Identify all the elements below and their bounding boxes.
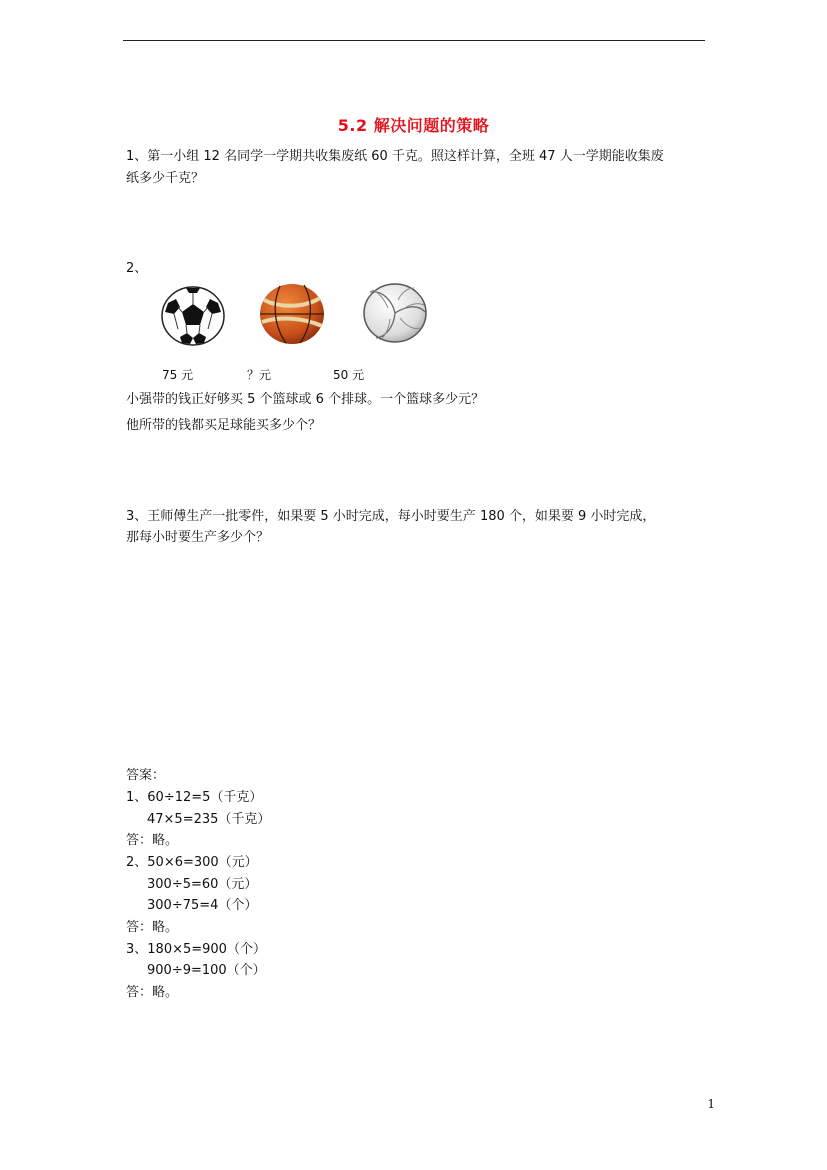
basketball-price: ？元 bbox=[247, 368, 272, 382]
soccer-ball-icon bbox=[160, 285, 226, 347]
answer-line: 47×5=235（千克） bbox=[147, 812, 271, 827]
answer-line: 3、180×5=900（个） bbox=[126, 942, 266, 957]
question-1-line-1: 1、第一小组 12 名同学一学期共收集废纸 60 千克。照这样计算，全班 47 人一学期能收集废 bbox=[126, 149, 664, 164]
page-title: 5.2 解决问题的策略 bbox=[337, 116, 490, 135]
question-2-line-1: 小强带的钱正好够买 5 个篮球或 6 个排球。一个篮球多少元？ bbox=[126, 392, 485, 407]
question-2-label: 2、 bbox=[126, 261, 148, 276]
answer-line: 300÷5=60（元） bbox=[147, 877, 258, 892]
question-3-line-2: 那每小时要生产多少个？ bbox=[126, 530, 270, 545]
question-2-line-2: 他所带的钱都买足球能买多少个？ bbox=[126, 418, 322, 433]
answer-line: 答：略。 bbox=[126, 920, 179, 935]
answers-heading: 答案： bbox=[126, 768, 166, 783]
volleyball-icon bbox=[362, 282, 428, 344]
answer-line: 1、60÷12=5（千克） bbox=[126, 790, 263, 805]
question-3-line-1: 3、王师傅生产一批零件，如果要 5 小时完成，每小时要生产 180 个，如果要 9 小时完成， bbox=[126, 509, 656, 524]
answer-line: 300÷75=4（个） bbox=[147, 898, 258, 913]
basketball-icon bbox=[258, 282, 326, 346]
volleyball-price: 50 元 bbox=[333, 368, 365, 382]
question-1-line-2: 纸多少千克？ bbox=[126, 171, 205, 186]
answer-line: 答：略。 bbox=[126, 833, 179, 848]
answer-line: 900÷9=100（个） bbox=[147, 963, 266, 978]
answer-line: 答：略。 bbox=[126, 985, 179, 1000]
header-rule bbox=[123, 40, 705, 41]
soccer-ball-price: 75 元 bbox=[162, 368, 194, 382]
answer-line: 2、50×6=300（元） bbox=[126, 855, 258, 870]
page-number: 1 bbox=[707, 1097, 715, 1111]
